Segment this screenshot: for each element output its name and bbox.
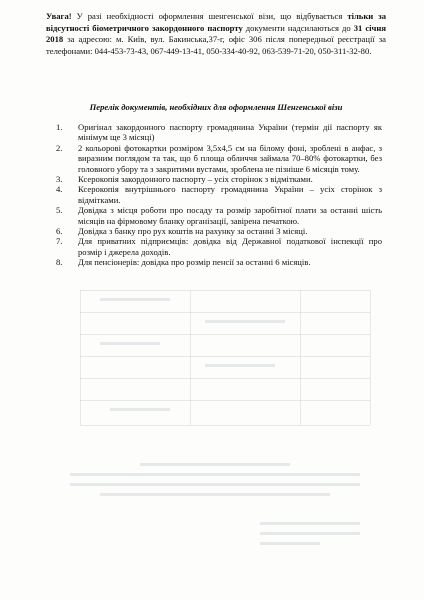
notice-text-1: У разі необхідності оформлення шенгенської візи, що відбувається — [71, 11, 348, 21]
warning-label: Увага! — [46, 11, 72, 21]
list-item: 1. Оригінал закордонного паспорту громадянина України (термін дії паспорту як мінімум ще 3 місяці) — [56, 122, 382, 143]
list-item: 8. Для пенсіонерів: довідка про розмір пенсії за останні 6 місяців. — [56, 257, 311, 268]
list-item: 7. Для приватних підприємців: довідка від Державної податкової інспекції про розмір і джерела доходів. — [56, 236, 382, 257]
notice-text-2: документи надсилаються до — [242, 22, 354, 33]
document-list — [46, 122, 382, 268]
list-item: 3. Ксерокопія закордонного паспорту – усіх сторінок з відмітками. — [56, 174, 313, 185]
list-item: 4. Ксерокопія внутрішнього паспорту громадянина України – усіх сторінок з відмітками. — [56, 184, 382, 205]
document-list-title: Перелік документів, необхідних для оформлення Шенгенської візи — [89, 102, 343, 112]
list-item: 5. Довідка з місця роботи про посаду та розмір заробітної плати за останні шість місяців на фірмовому бланку організації, завірена печаткою. — [56, 205, 382, 226]
notice-deadline: 31 січня 2018 — [46, 22, 386, 45]
notice-bold-1: тільки за відсутності біометричного закордонного паспорту — [46, 11, 387, 33]
list-item: 6. Довідка з банку про рух коштів на рахунку за останні 3 місяці. — [56, 226, 308, 237]
notice-text-3: за адресою: м. Київ, вул. Бакинська,37-г, офіс 306 після попередньої реєстрації за телефонами: 044-453-73-43, 067-449-13-41, 050-334-40-92, 063-539-71-20, 050-311-32-80. — [46, 34, 386, 56]
warning-notice — [46, 11, 386, 57]
list-item: 2. 2 кольорові фотокартки розміром 3,5х4,5 см на білому фоні, зроблені в анфас, з виразним поглядом та так, що б площа обличчя займала 70–80% фотокартки, без головного убору та з закритими вустами, зроблена не пізніше 6 місяців тому. — [56, 142, 382, 174]
